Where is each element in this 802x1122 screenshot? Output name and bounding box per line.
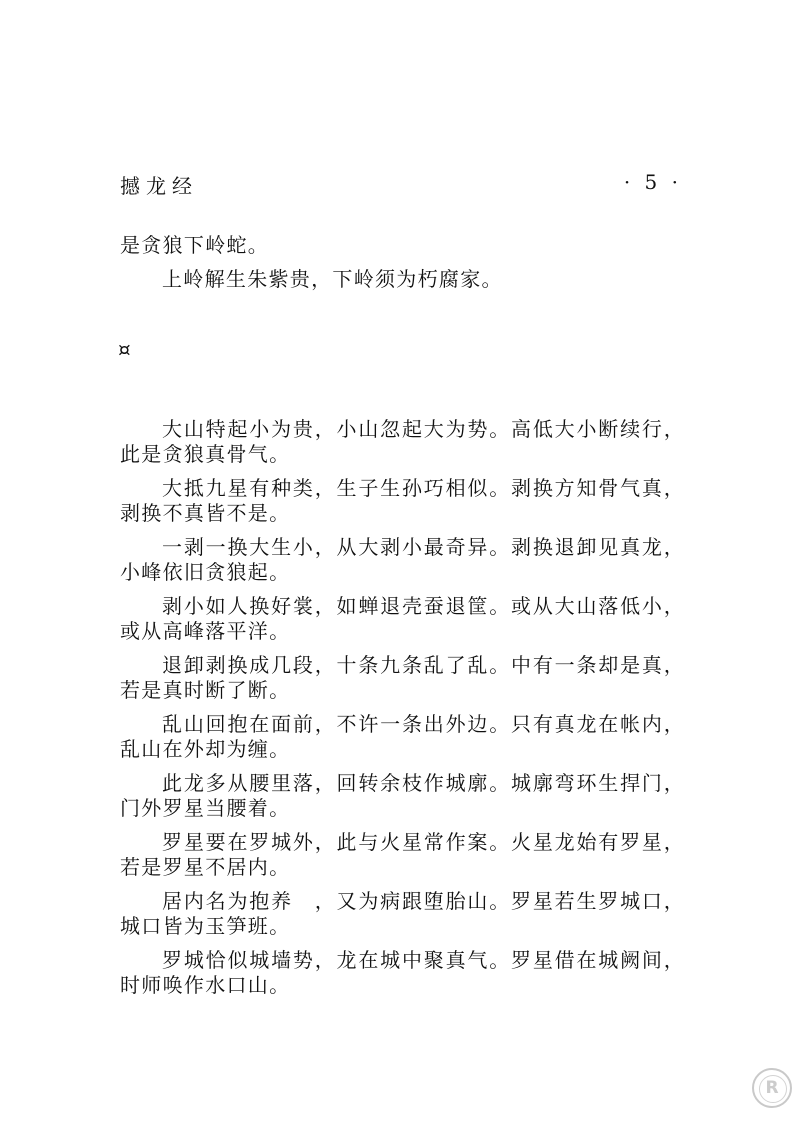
page-number: · 5 · bbox=[623, 170, 682, 194]
watermark-letter: R bbox=[765, 1078, 779, 1098]
continued-text-block bbox=[120, 228, 685, 296]
paragraph: 一剥一换大生小，从大剥小最奇异。剥换退卸见真龙，小峰依旧贪狼起。 bbox=[120, 535, 685, 584]
paragraph: 退卸剥换成几段，十条九条乱了乱。中有一条却是真，若是真时断了断。 bbox=[120, 653, 685, 702]
paragraph: 乱山回抱在面前，不许一条出外边。只有真龙在帐内，乱山在外却为缠。 bbox=[120, 712, 685, 761]
book-title: 撼龙经 bbox=[120, 174, 198, 198]
text-line: 上岭解生朱紫贵，下岭须为朽腐家。 bbox=[162, 267, 503, 291]
paragraph: 罗城恰似城墙势，龙在城中聚真气。罗星借在城阙间，时师唤作水口山。 bbox=[120, 948, 685, 997]
paragraph: 大山特起小为贵，小山忽起大为势。高低大小断续行，此是贪狼真骨气。 bbox=[120, 417, 685, 466]
main-text-block bbox=[120, 417, 685, 1007]
section-mark-icon: ¤ bbox=[118, 337, 131, 361]
paragraph: 居内名为抱养 ，又为病跟堕胎山。罗星若生罗城口，城口皆为玉笋班。 bbox=[120, 889, 685, 938]
paragraph: 罗星要在罗城外，此与火星常作案。火星龙始有罗星，若是罗星不居内。 bbox=[120, 830, 685, 879]
text-line: 是贪狼下岭蛇。 bbox=[120, 233, 270, 257]
paragraph: 大抵九星有种类，生子生孙巧相似。剥换方知骨气真，剥换不真皆不是。 bbox=[120, 476, 685, 525]
running-header bbox=[120, 170, 682, 200]
paragraph: 此龙多从腰里落，回转余枝作城廓。城廓弯环生捍门，门外罗星当腰着。 bbox=[120, 771, 685, 820]
paragraph: 剥小如人换好裳，如蝉退壳蚕退筐。或从大山落低小，或从高峰落平洋。 bbox=[120, 594, 685, 643]
watermark-logo-icon bbox=[752, 1068, 792, 1108]
